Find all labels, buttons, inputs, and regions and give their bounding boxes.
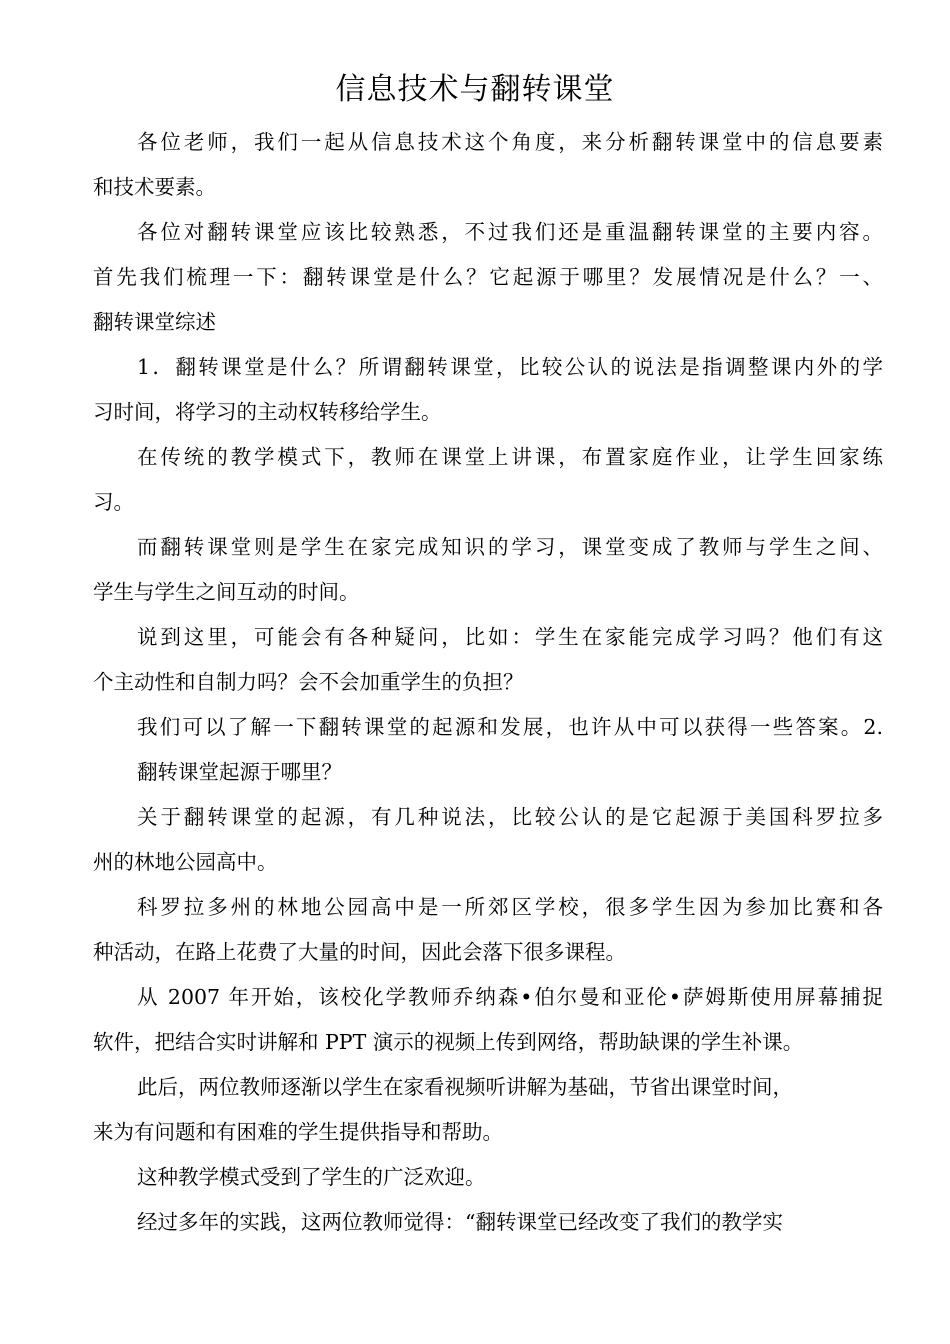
body-line: 软件，把结合实时讲解和 PPT 演示的视频上传到网络，帮助缺课的学生补课。 [93, 1030, 804, 1054]
body-line: 在传统的教学模式下，教师在课堂上讲课，布置家庭作业，让学生回家练 [137, 445, 883, 469]
body-line: 经过多年的实践，这两位教师觉得：“翻转课堂已经改变了我们的教学实 [137, 1210, 783, 1234]
body-line: 翻转课堂起源于哪里？ [137, 760, 342, 784]
body-line: 关于翻转课堂的起源，有几种说法，比较公认的是它起源于美国科罗拉多 [137, 805, 883, 829]
body-line: 和技术要素。 [93, 175, 216, 199]
body-line: 这种教学模式受到了学生的广泛欢迎。 [137, 1165, 486, 1189]
body-line: 来为有问题和有困难的学生提供指导和帮助。 [93, 1120, 503, 1144]
body-line: 说到这里，可能会有各种疑问，比如：学生在家能完成学习吗？他们有这 [137, 625, 883, 649]
body-line: 习时间，将学习的主动权转移给学生。 [93, 400, 442, 424]
body-line: 州的林地公园高中。 [93, 850, 278, 874]
body-line: 各位对翻转课堂应该比较熟悉，不过我们还是重温翻转课堂的主要内容。 [137, 220, 883, 244]
body-line: 此后，两位教师逐渐以学生在家看视频听讲解为基础，节省出课堂时间， [137, 1075, 793, 1099]
body-line: 我们可以了解一下翻转课堂的起源和发展，也许从中可以获得一些答案。2. [137, 715, 883, 739]
body-line: 种活动，在路上花费了大量的时间，因此会落下很多课程。 [93, 940, 626, 964]
body-line: 学生与学生之间互动的时间。 [93, 580, 360, 604]
document-title: 信息技术与翻转课堂 [335, 72, 615, 107]
body-line: 从 2007 年开始，该校化学教师乔纳森•伯尔曼和亚伦•萨姆斯使用屏幕捕捉 [137, 985, 883, 1009]
body-line: 科罗拉多州的林地公园高中是一所郊区学校，很多学生因为参加比赛和各 [137, 895, 883, 919]
body-line: 习。 [93, 490, 134, 514]
body-line: 各位老师，我们一起从信息技术这个角度，来分析翻转课堂中的信息要素 [137, 130, 883, 154]
body-line: 首先我们梳理一下：翻转课堂是什么？它起源于哪里？发展情况是什么？一、 [93, 265, 883, 289]
body-line: 而翻转课堂则是学生在家完成知识的学习，课堂变成了教师与学生之间、 [137, 535, 883, 559]
body-line: 个主动性和自制力吗？会不会加重学生的负担？ [93, 670, 524, 694]
body-line: 1．翻转课堂是什么？所谓翻转课堂，比较公认的说法是指调整课内外的学 [137, 355, 883, 379]
body-line: 翻转课堂综述 [93, 310, 216, 334]
